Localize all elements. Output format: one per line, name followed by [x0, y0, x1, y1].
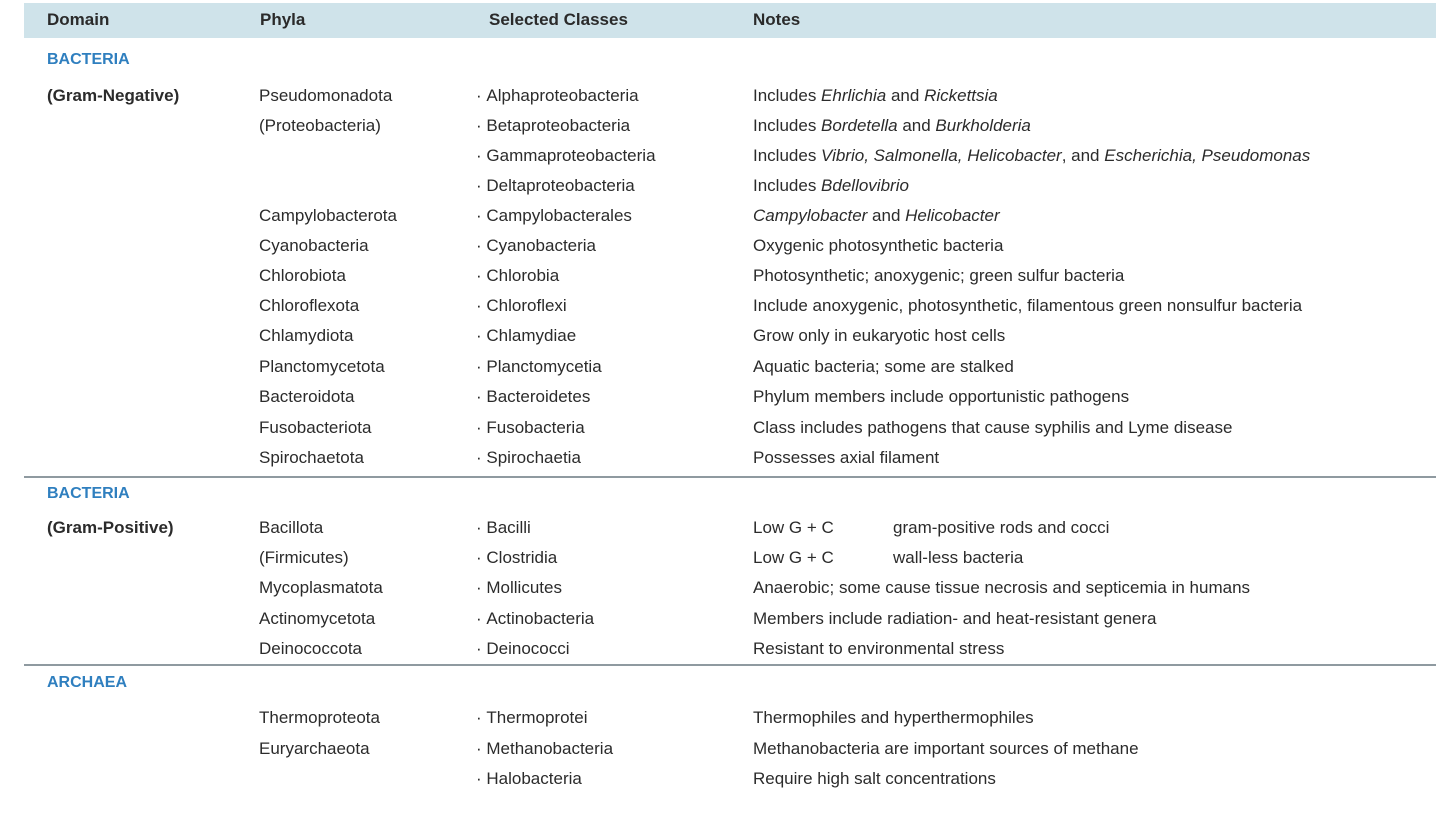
notes-cell [753, 266, 1124, 286]
class-cell: · Actinobacteria [476, 609, 594, 629]
section-subtitle-gram-negative: (Gram-Negative) [47, 86, 180, 105]
phylum-cell: Actinomycetota [259, 609, 376, 628]
genus-name: Ehrlichia [821, 86, 887, 105]
notes-cell [753, 518, 1109, 538]
class-cell: · Methanobacteria [476, 739, 613, 759]
notes-cell [753, 296, 1302, 316]
class-cell: · Mollicutes [476, 578, 562, 598]
notes-cell [753, 639, 1004, 659]
genus-name: Campylobacter [753, 206, 868, 225]
phylum-cell: Spirochaetota [259, 448, 364, 467]
class-cell: · Chlamydiae [476, 326, 576, 346]
notes-text: , and [1061, 146, 1105, 165]
table-header [24, 3, 1436, 38]
class-cell: · Gammaproteobacteria [476, 146, 656, 166]
notes-cell [753, 609, 1157, 629]
phylum-cell: Planctomycetota [259, 357, 385, 376]
class-cell: · Deinococci [476, 639, 570, 659]
section-divider [24, 476, 1436, 478]
notes-cell [753, 739, 1139, 759]
notes-text: Includes [753, 146, 822, 165]
notes-text: Include anoxygenic, photosynthetic, filamentous green nonsulfur bacteria [753, 296, 1303, 315]
notes-text: Includes [753, 86, 822, 105]
phylum-cell: Thermoproteota [259, 708, 380, 727]
notes-cell [753, 86, 998, 106]
phylum-cell: (Firmicutes) [259, 548, 349, 567]
notes-cell [753, 578, 1250, 598]
notes-cell [753, 769, 996, 789]
genus-name: Bdellovibrio [821, 176, 909, 195]
notes-text: Class includes pathogens that cause syphilis and Lyme disease [753, 418, 1233, 437]
notes-cell [753, 357, 1014, 377]
notes-text: Photosynthetic; anoxygenic; green sulfur bacteria [753, 266, 1125, 285]
class-cell: · Spirochaetia [476, 448, 581, 468]
notes-cell [753, 236, 1003, 256]
notes-cell [753, 418, 1232, 438]
notes-cell [753, 326, 1005, 346]
notes-cell [753, 146, 1310, 166]
notes-text: Includes [753, 116, 822, 135]
header-selected-classes: Selected Classes [489, 10, 628, 29]
section-domain-bacteria-gram-negative: BACTERIA [47, 51, 130, 68]
notes-text: wall-less bacteria [893, 548, 1024, 567]
phylum-cell: Chloroflexota [259, 296, 360, 315]
section-divider [24, 664, 1436, 666]
class-cell: · Campylobacterales [476, 206, 632, 226]
class-cell: · Fusobacteria [476, 418, 585, 438]
notes-text: Includes [753, 176, 822, 195]
gc-content-label: Low G + C [753, 518, 834, 537]
header-phyla: Phyla [260, 10, 306, 29]
notes-cell [753, 206, 1000, 226]
notes-text: Grow only in eukaryotic host cells [753, 326, 1006, 345]
notes-text: Require high salt concentrations [753, 769, 996, 788]
genus-name: Vibrio, Salmonella, Helicobacter [821, 146, 1062, 165]
notes-cell [753, 548, 1023, 568]
notes-cell [753, 387, 1129, 407]
class-cell: · Planctomycetia [476, 357, 602, 377]
notes-text: Resistant to environmental stress [753, 639, 1005, 658]
phylum-cell: Fusobacteriota [259, 418, 372, 437]
notes-text: Methanobacteria are important sources of methane [753, 739, 1139, 758]
notes-cell [753, 176, 909, 196]
phylum-cell: Euryarchaeota [259, 739, 370, 758]
notes-text: Possesses axial filament [753, 448, 940, 467]
notes-text: and [867, 206, 906, 225]
class-cell: · Thermoprotei [476, 708, 588, 728]
phylum-cell: Cyanobacteria [259, 236, 369, 255]
notes-cell [753, 116, 1031, 136]
phylum-cell: Bacteroidota [259, 387, 355, 406]
notes-text: Anaerobic; some cause tissue necrosis and septicemia in humans [753, 578, 1251, 597]
header-domain: Domain [47, 10, 110, 29]
class-cell: · Betaproteobacteria [476, 116, 630, 136]
class-cell: · Halobacteria [476, 769, 582, 789]
notes-text: Members include radiation- and heat-resistant genera [753, 609, 1157, 628]
phylum-cell: Mycoplasmatota [259, 578, 383, 597]
class-cell: · Chloroflexi [476, 296, 567, 316]
phylum-cell: Campylobacterota [259, 206, 397, 225]
genus-name: Helicobacter [905, 206, 1000, 225]
notes-text: Phylum members include opportunistic pathogens [753, 387, 1130, 406]
notes-cell [753, 448, 939, 468]
phylum-cell: Deinococcota [259, 639, 363, 658]
notes-text: Thermophiles and hyperthermophiles [753, 708, 1034, 727]
notes-text: Oxygenic photosynthetic bacteria [753, 236, 1004, 255]
notes-cell [753, 708, 1034, 728]
class-cell: · Bacilli [476, 518, 531, 538]
gc-content-label: Low G + C [753, 548, 834, 567]
notes-text: gram-positive rods and cocci [893, 518, 1110, 537]
class-cell: · Bacteroidetes [476, 387, 590, 407]
section-domain-bacteria-gram-positive: BACTERIA [47, 485, 130, 502]
class-cell: · Chlorobia [476, 266, 559, 286]
phylum-cell: Bacillota [259, 518, 324, 537]
notes-text: and [886, 86, 925, 105]
phylum-cell: Chlorobiota [259, 266, 346, 285]
phylum-cell: Pseudomonadota [259, 86, 393, 105]
genus-name: Rickettsia [924, 86, 998, 105]
class-cell: · Alphaproteobacteria [476, 86, 639, 106]
section-subtitle-gram-positive: (Gram-Positive) [47, 518, 174, 537]
class-cell: · Clostridia [476, 548, 557, 568]
genus-name: Burkholderia [935, 116, 1031, 135]
phylum-cell: Chlamydiota [259, 326, 354, 345]
section-domain-archaea: ARCHAEA [47, 674, 127, 691]
class-cell: · Deltaproteobacteria [476, 176, 635, 196]
notes-text: Aquatic bacteria; some are stalked [753, 357, 1014, 376]
genus-name: Escherichia, Pseudomonas [1104, 146, 1311, 165]
phylum-cell: (Proteobacteria) [259, 116, 381, 135]
notes-text: and [897, 116, 936, 135]
header-notes: Notes [753, 10, 801, 29]
class-cell: · Cyanobacteria [476, 236, 596, 256]
genus-name: Bordetella [821, 116, 898, 135]
